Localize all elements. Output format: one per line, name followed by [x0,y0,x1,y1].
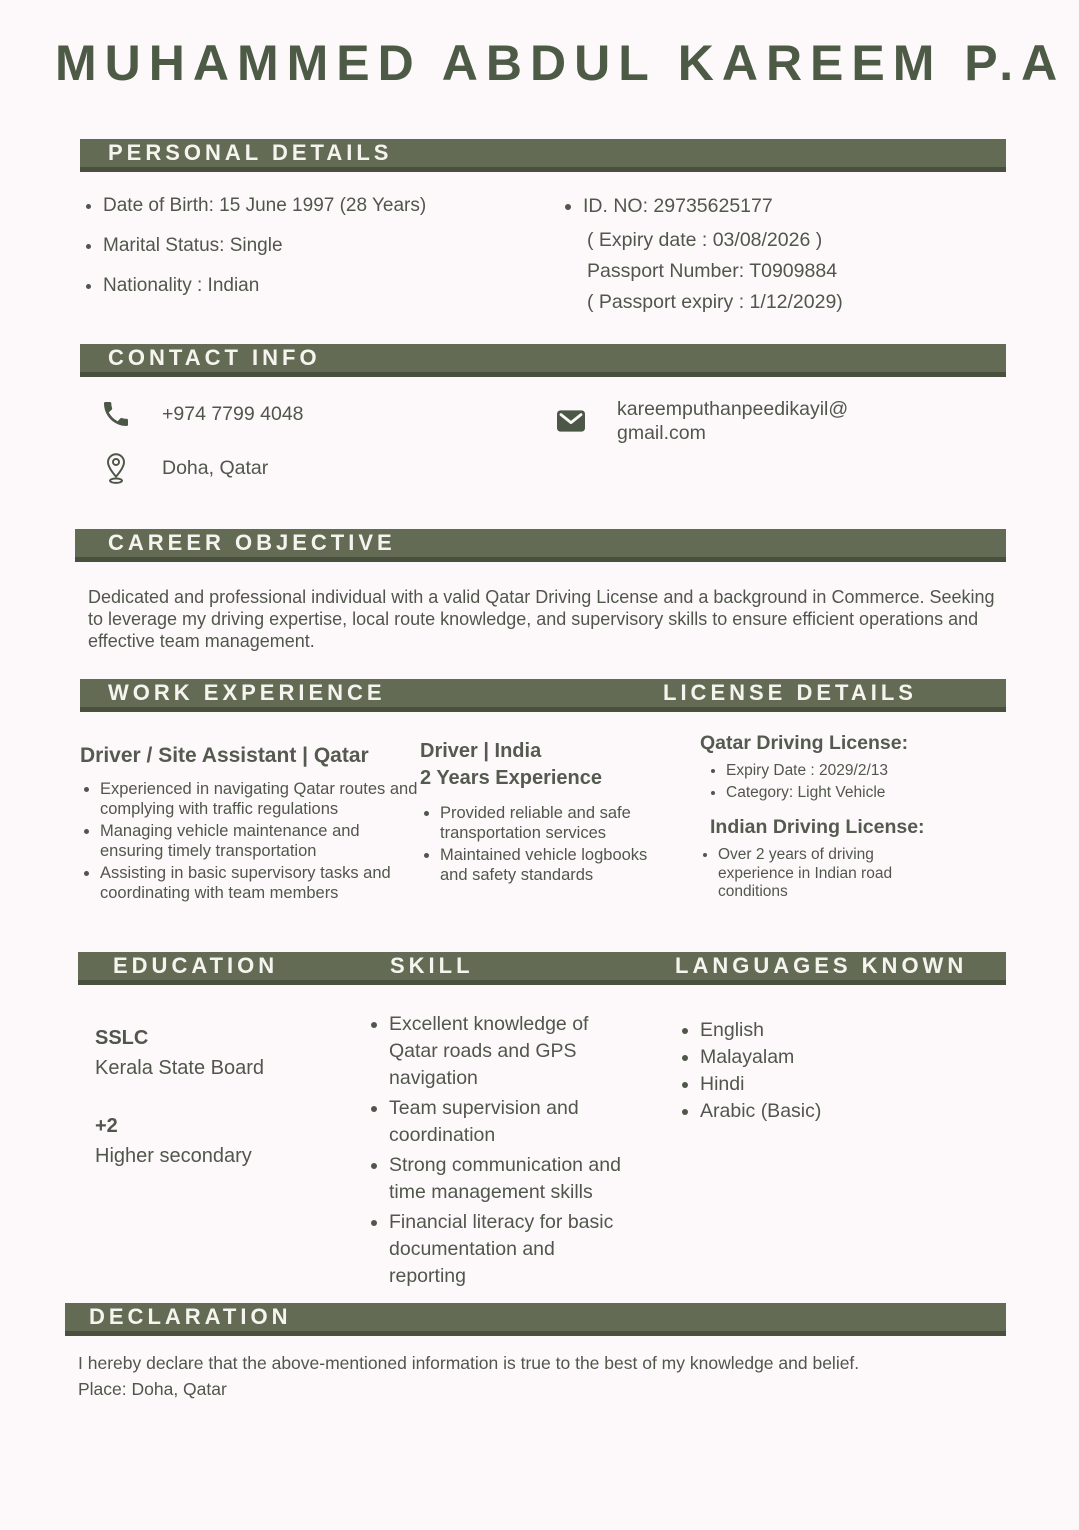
list-item: • Maintained vehicle logbooks and safety standards [440,846,670,885]
education-entry [95,1023,365,1083]
phone-number: +974 7799 4048 [162,403,304,426]
list-item: • Strong communication and time management skills [389,1152,627,1206]
list-item: • Managing vehicle maintenance and ensuring timely transportation [100,822,420,861]
work-license-header-bar [80,679,1006,712]
education-degree: SSLC [95,1027,149,1050]
list-item: • Malayalam [700,1044,1006,1071]
career-objective-heading: CAREER OBJECTIVE [108,530,396,556]
education-degree: +2 [95,1115,118,1138]
id-number-list [560,194,1006,219]
skill-heading: SKILL [390,953,474,979]
declaration-statement: I hereby declare that the above-mentioned information is true to the best of my knowledge and belief. [78,1353,860,1374]
education-institution: Kerala State Board [95,1057,264,1080]
section-personal-details [0,139,1079,318]
contact-content [100,397,1006,505]
license-section-title: Indian Driving License: [710,816,925,839]
career-objective-text: Dedicated and professional individual with a valid Qatar Driving License and a background in Commerce. Seeking to leverage my driving expertise, local route knowledge, and supervisory skills to ensure efficient operations and effective team management. [88,587,995,652]
section-declaration [0,1303,1079,1402]
job-title: Driver | India [420,740,542,763]
job-subtitle: 2 Years Experience [420,767,602,790]
education-entry [95,1111,365,1171]
declaration-place: Place: Doha, Qatar [78,1379,227,1400]
license-bullet-list [700,762,940,802]
passport-number: Passport Number: T0909884 [587,260,838,283]
contact-right-column [555,397,852,505]
personal-details-left-list [80,194,560,318]
license-bullet-list [700,846,940,902]
personal-details-content [80,194,1006,318]
list-item: • Category: Light Vehicle [726,784,940,803]
email-row [555,397,852,445]
section-contact-info [0,344,1079,505]
list-item: • English [700,1017,1006,1044]
license-details-content [690,712,1006,906]
job-bullet-list [80,780,420,903]
list-item: • Expiry Date : 2029/2/13 [726,762,940,781]
languages-heading: LANGUAGES KNOWN [675,953,968,979]
skill-list [365,1011,627,1290]
list-item: • Provided reliable and safe transportation services [440,804,670,843]
page-title: MUHAMMED ABDUL KAREEM P.A [55,35,1066,91]
edu-skill-lang-header-bar [78,952,1006,985]
list-item: • Date of Birth: 15 June 1997 (28 Years) [103,194,560,218]
list-item: • Marital Status: Single [103,234,560,258]
languages-content [665,985,1006,1293]
skill-content [365,985,665,1293]
work-experience-heading: WORK EXPERIENCE [108,680,386,706]
edu-skill-lang-content [78,985,1006,1293]
section-work-license [0,679,1079,906]
job-title: Driver / Site Assistant | Qatar [80,744,369,768]
email-text: kareemputhanpeedikayil@gmail.com [617,398,849,445]
list-item: • Financial literacy for basic documentation and reporting [389,1209,627,1290]
education-heading: EDUCATION [113,953,279,979]
education-content [78,985,365,1293]
location-text: Doha, Qatar [162,457,269,480]
section-edu-skill-lang [0,952,1079,1293]
personal-details-header-bar [80,139,1006,172]
phone-row [100,397,555,431]
contact-info-header-bar [80,344,1006,377]
personal-details-right-block [560,194,1006,318]
declaration-heading: DECLARATION [89,1304,292,1330]
id-number: • ID. NO: 29735625177 [583,194,1006,219]
passport-expiry: ( Passport expiry : 1/12/2029) [587,291,843,314]
language-list [680,1017,1006,1125]
list-item: • Excellent knowledge of Qatar roads and GPS navigation [389,1011,627,1092]
location-pin-icon [100,451,132,485]
phone-icon [100,397,132,431]
job-bullet-list [420,804,670,885]
location-row [100,451,555,485]
list-item: • Nationality : Indian [103,274,560,298]
work-license-content [80,712,1006,906]
education-institution: Higher secondary [95,1145,252,1168]
declaration-header-bar [65,1303,1006,1336]
license-details-heading: LICENSE DETAILS [663,680,917,706]
section-career-objective [0,529,1079,652]
personal-details-heading: PERSONAL DETAILS [108,140,393,165]
job-qatar [80,712,420,906]
career-objective-header-bar [75,529,1006,562]
list-item: • Arabic (Basic) [700,1098,1006,1125]
list-item: • Team supervision and coordination [389,1095,627,1149]
list-item: • Experienced in navigating Qatar routes and complying with traffic regulations [100,780,420,819]
list-item: • Assisting in basic supervisory tasks and coordinating with team members [100,864,420,903]
license-section-title: Qatar Driving License: [700,732,909,755]
id-expiry: ( Expiry date : 03/08/2026 ) [587,229,823,252]
contact-info-heading: CONTACT INFO [108,345,321,371]
contact-left-column [100,397,555,505]
declaration-text-block [78,1350,1008,1402]
list-item: • Hindi [700,1071,1006,1098]
job-india [420,712,690,906]
list-item: • Over 2 years of driving experience in Indian road conditions [718,846,940,902]
envelope-icon [555,404,587,438]
